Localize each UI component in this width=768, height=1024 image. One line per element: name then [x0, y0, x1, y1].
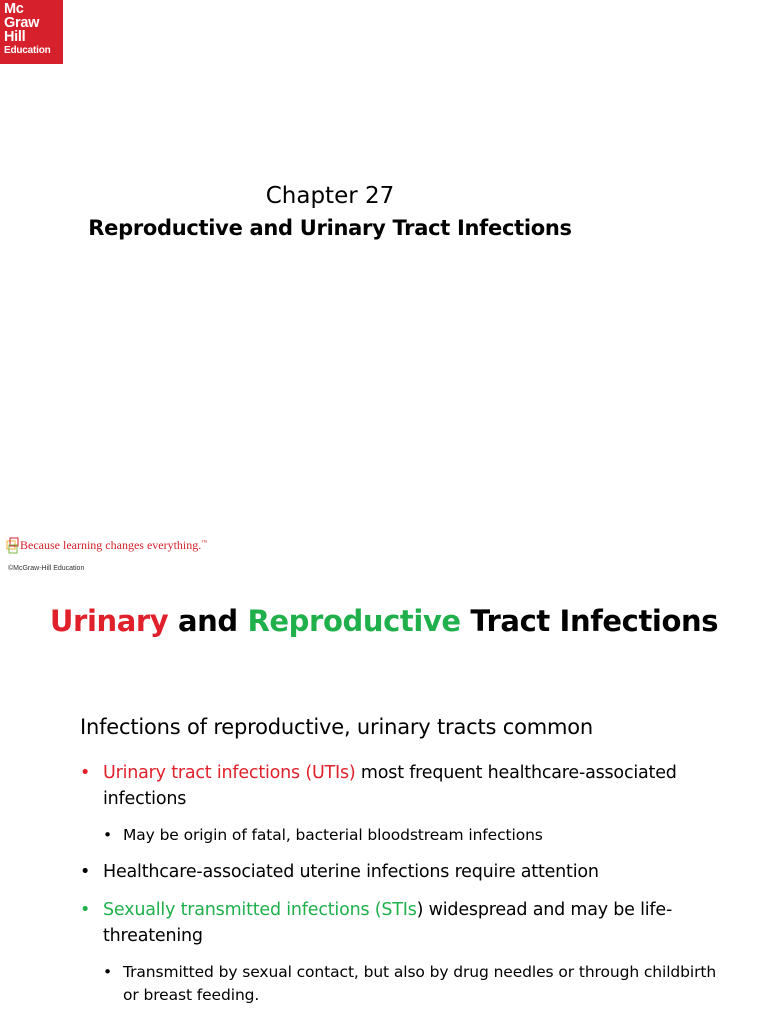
sub-bullet-bloodstream: • May be origin of fatal, bacterial bloodstream infections: [103, 824, 720, 847]
intro-text: Infections of reproductive, urinary tracts common: [80, 715, 594, 739]
sub-bullet-transmission: • Transmitted by sexual contact, but also by drug needles or through childbirth or breast feeding.: [103, 961, 720, 1007]
bullet-uterine: • Healthcare-associated uterine infections require attention: [80, 859, 720, 885]
chapter-subtitle: Reproductive and Urinary Tract Infections: [88, 216, 572, 240]
chapter-title: [0, 180, 660, 244]
content-slide: [0, 580, 768, 1024]
copyright-text: ©McGraw-Hill Education: [8, 565, 85, 572]
chapter-number: Chapter 27: [265, 183, 395, 209]
mcgraw-hill-logo: Mc Graw Hill Education: [0, 0, 63, 64]
slide-title: Urinary and Reproductive Tract Infections: [49, 604, 719, 638]
bullet-utis: • Urinary tract infections (UTIs) most frequent healthcare-associated infections: [80, 760, 720, 812]
bullet-stis: • Sexually transmitted infections (STIs) widespread and may be life-threatening: [80, 897, 720, 949]
tagline: Because learning changes everything.™: [20, 538, 208, 552]
bullet-list: [80, 760, 720, 1019]
